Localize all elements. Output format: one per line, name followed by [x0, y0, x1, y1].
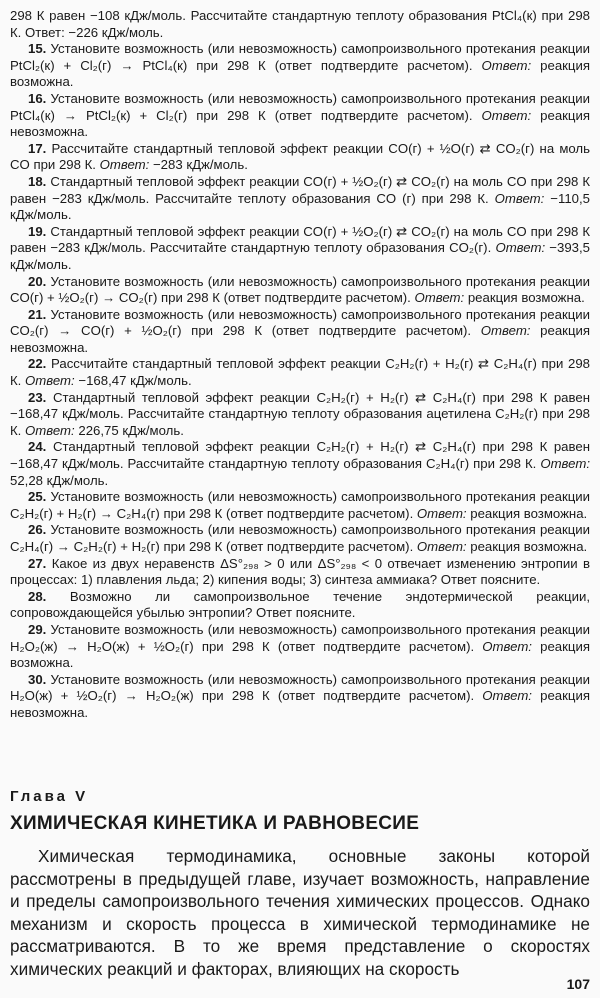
- chapter-title: ХИМИЧЕСКАЯ КИНЕТИКА И РАВНОВЕСИЕ: [10, 813, 420, 834]
- problem-text: Установите возможность (или невозможность) самопроизвольного протекания реакции C₂H₂(г) + H₂(г) → C₂H₄(г) при 298 К (ответ подтвердите расчетом).: [10, 489, 591, 521]
- answer-label: Ответ:: [99, 157, 150, 173]
- problem-text: Стандартный тепловой эффект реакции C₂H₂(г) + H₂(г) ⇄ C₂H₄(г) при 298 К равен −168,47 кДж/моль. Рассчитайте стандартную теплоту образования C₂H₄(г) при 298 К.: [10, 439, 590, 472]
- problem-text: Рассчитайте стандартный тепловой эффект реакции CO(г) + ½O(г) ⇄ CO₂(г) на моль CO при 298 К.: [10, 140, 590, 173]
- problem-item: [10, 307, 590, 357]
- problem-text: Установите возможность (или невозможность) самопроизвольного протекания реакции H₂O(ж) + ½O₂(г) → H₂O₂(ж) при 298 К (ответ подтвердите расчетом).: [10, 671, 591, 704]
- answer-text: −110,5 кДж/моль.: [10, 190, 590, 223]
- problem-number: 19.: [28, 223, 47, 239]
- problem-item: [10, 672, 590, 722]
- answer-label: Ответ:: [416, 505, 467, 521]
- problem-text: Установите возможность (или невозможность) самопроизвольного протекания реакции CO(г) + ½O₂(г) → CO₂(г) при 298 К (ответ подтвердите расчетом).: [10, 273, 591, 306]
- answer-label: Ответ:: [482, 688, 532, 704]
- problem-number: 16.: [28, 90, 47, 106]
- answer-text: реакция невозможна.: [10, 107, 590, 140]
- answer-text: 226,75 кДж/моль.: [78, 422, 184, 438]
- answer-text: 52,28 кДж/моль.: [10, 472, 109, 488]
- answer-text: −393,5 кДж/моль.: [10, 240, 590, 272]
- problem-item: [10, 41, 590, 91]
- problem-number: 26.: [28, 522, 47, 538]
- problem-text: Стандартный тепловой эффект реакции CO(г) + ½O₂(г) ⇄ CO₂(г) на моль CO при 298 К равен −283 кДж/моль. Рассчитайте стандартную теплоту образования CO₂(г).: [10, 223, 591, 256]
- answer-label: Ответ:: [495, 240, 546, 256]
- page-number: 107: [566, 976, 590, 992]
- problem-item: [10, 489, 590, 522]
- answer-text: реакция невозможна.: [10, 323, 591, 355]
- problem-number: 21.: [28, 306, 47, 322]
- answer-label: Ответ:: [25, 422, 75, 438]
- answer-text: реакция возможна.: [470, 505, 588, 521]
- answer-text: реакция возможна.: [10, 638, 590, 671]
- problem-item: [10, 274, 590, 307]
- problem-number: 20.: [28, 273, 47, 289]
- answer-label: Ответ:: [480, 323, 531, 339]
- problem-number: 29.: [28, 621, 47, 637]
- problem-number: 23.: [28, 389, 47, 405]
- problem-item: [10, 522, 590, 555]
- problem-number: 28.: [28, 588, 47, 604]
- answer-label: Ответ:: [481, 107, 532, 123]
- answer-label: Ответ:: [494, 190, 545, 206]
- problem-item: [10, 589, 590, 622]
- problem-number: 15.: [28, 41, 47, 57]
- problem-text: Установите возможность (или невозможность) самопроизвольного протекания реакции H₂O₂(ж) → H₂O(ж) + ½O₂(г) при 298 К (ответ подтвердите расчетом).: [10, 621, 591, 654]
- problem-number: 18.: [28, 173, 47, 189]
- problem-number: 22.: [28, 356, 47, 372]
- answer-text: −283 кДж/моль.: [152, 157, 248, 173]
- problem-number: 25.: [28, 489, 47, 505]
- problem-text: Установите возможность (или невозможность) самопроизвольного протекания реакции C₂H₄(г) → C₂H₂(г) + H₂(г) при 298 К (ответ подтвердите расчетом).: [10, 522, 591, 554]
- answer-label: Ответ:: [481, 57, 532, 73]
- problem-item: [10, 622, 590, 672]
- chapter-intro-paragraph: Химическая термодинамика, основные законы которой рассмотрены в предыдущей главе, изучает возможность, направление и пределы самопроизвольного течения химических процессов. Однако механизм и скорость процесса в химической термодинамике не рассматриваются. В то же время представление о скоростях химических реакций и факторах, влияющих на скорость: [10, 846, 590, 979]
- problem-item: [10, 356, 590, 389]
- answer-text: реакция возможна.: [467, 290, 585, 306]
- problem-item: [10, 141, 590, 174]
- problem-text: Установите возможность (или невозможность) самопроизвольного протекания реакции PtCl₄(к) → PtCl₂(к) + Cl₂(г) при 298 К (ответ подтвердите расчетом).: [10, 90, 591, 123]
- problem-list: [10, 8, 590, 722]
- answer-label: Ответ:: [25, 373, 75, 389]
- answer-text: реакция возможна.: [470, 539, 588, 554]
- problem-item: [10, 91, 590, 141]
- problem-number: 30.: [28, 671, 47, 687]
- answer-label: Ответ:: [540, 456, 590, 472]
- intro-continuation: 298 К равен −108 кДж/моль. Рассчитайте стандартную теплоту образования PtCl₄(к) при 298 К. Ответ: −226 кДж/моль.: [10, 8, 590, 40]
- answer-label: Ответ:: [416, 539, 467, 554]
- problem-text: Какое из двух неравенств ΔS°₂₉₈ > 0 или ΔS°₂₉₈ < 0 отвечает изменению энтропии в процессах: 1) плавления льда; 2) кипения воды; 3) синтеза аммиака? Ответ поясните.: [10, 555, 590, 588]
- problem-item: [10, 439, 590, 489]
- problem-items: [10, 41, 590, 721]
- problem-text: Стандартный тепловой эффект реакции CO(г) + ½O₂(г) ⇄ CO₂(г) на моль CO при 298 К равен −283 кДж/моль. Рассчитайте теплоту образования CO (г) при 298 К.: [10, 173, 591, 206]
- answer-label: Ответ:: [482, 638, 532, 654]
- chapter-label: Глава V: [10, 788, 89, 805]
- problem-item: [10, 556, 590, 589]
- problem-text: Возможно ли самопроизвольное течение эндотермической реакции, сопровождающейся убылью энтропии? Ответ поясните.: [10, 588, 590, 621]
- problem-number: 24.: [28, 439, 47, 455]
- problem-text: Установите возможность (или невозможность) самопроизвольного протекания реакции CO₂(г) → CO(г) + ½O₂(г) при 298 К (ответ подтвердите расчетом).: [10, 306, 591, 339]
- problem-item: [10, 224, 590, 274]
- answer-text: реакция невозможна.: [10, 688, 590, 720]
- problem-item: [10, 390, 590, 440]
- problem-number: 27.: [28, 555, 47, 571]
- answer-text: −168,47 кДж/моль.: [78, 373, 192, 389]
- problem-text: Стандартный тепловой эффект реакции C₂H₂(г) + H₂(г) ⇄ C₂H₄(г) при 298 К равен −168,47 кДж/моль. Рассчитайте стандартную теплоту образования ацетилена C₂H₂(г) при 298 К.: [10, 389, 590, 438]
- answer-text: реакция возможна.: [10, 57, 590, 90]
- problem-text: Рассчитайте стандартный тепловой эффект реакции C₂H₂(г) + H₂(г) ⇄ C₂H₄(г) при 298 К.: [10, 356, 590, 389]
- problem-number: 17.: [28, 140, 47, 156]
- problem-item: [10, 174, 590, 224]
- answer-label: Ответ:: [414, 290, 465, 306]
- problem-text: Установите возможность (или невозможность) самопроизвольного протекания реакции PtCl₂(к) + Cl₂(г) → PtCl₄(к) при 298 К (ответ подтвердите расчетом).: [10, 41, 591, 73]
